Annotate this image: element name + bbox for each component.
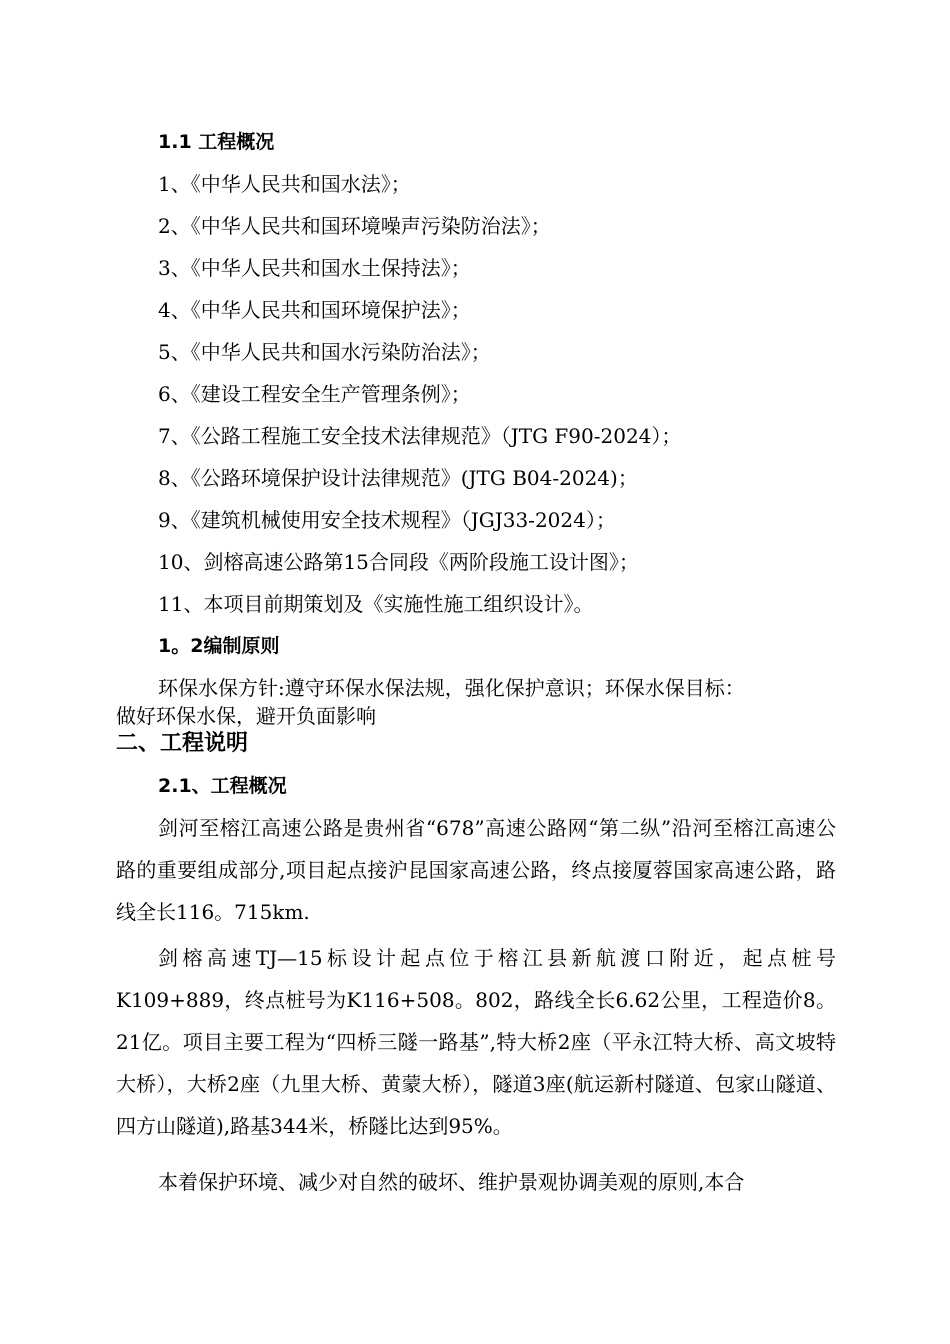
section-1-1-heading: 1.1 工程概况 bbox=[158, 131, 275, 153]
regulation-item: 7、《公路工程施工安全技术法律规范》（JTG F90-2024）； bbox=[158, 424, 682, 448]
principle-line-1: 环保水保方针:遵守环保水保法规，强化保护意识；环保水保目标： bbox=[158, 676, 745, 700]
overview-paragraph-1: 剑河至榕江高速公路是贵州省“678”高速公路网“第二纵”沿河至榕江高速公路的重要组成部分,项目起点接沪昆国家高速公路，终点接厦蓉国家高速公路，路线全长116。715km. bbox=[116, 816, 836, 924]
overview-paragraph-2: 剑榕高速TJ—15标设计起点位于榕江县新航渡口附近，起点桩号K109+889，终点桩号为K116+508。802，路线全长6.62公里，工程造价8。21亿。项目主要工程为“四桥三隧一路基”,特大桥2座（平永江特大桥、高文坡特大桥），大桥2座（九里大桥、黄蒙大桥），隧道3座(航运新村隧道、包家山隧道、四方山隧道),路基344米，桥隧比达到95%。 bbox=[116, 946, 836, 1138]
regulation-item: 8、《公路环境保护设计法律规范》(JTG B04-2024)； bbox=[158, 466, 638, 490]
regulation-item: 1、《中华人民共和国水法》； bbox=[158, 172, 411, 196]
regulation-item: 11、本项目前期策划及《实施性施工组织设计》。 bbox=[158, 592, 594, 616]
regulation-item: 9、《建筑机械使用安全技术规程》（JGJ33-2024）； bbox=[158, 508, 616, 532]
section-2-1-heading: 2.1、工程概况 bbox=[158, 775, 287, 797]
regulation-item: 6、《建设工程安全生产管理条例》； bbox=[158, 382, 471, 406]
regulation-item: 10、剑榕高速公路第15合同段《两阶段施工设计图》； bbox=[158, 550, 639, 574]
principle-line-2: 做好环保水保，避开负面影响 bbox=[116, 704, 376, 728]
chapter-2-heading: 二、工程说明 bbox=[116, 731, 249, 756]
overview-paragraph-3: 本着保护环境、减少对自然的破坏、维护景观协调美观的原则,本合 bbox=[158, 1170, 745, 1194]
regulation-item: 2、《中华人民共和国环境噪声污染防治法》； bbox=[158, 214, 551, 238]
regulation-item: 5、《中华人民共和国水污染防治法》； bbox=[158, 340, 491, 364]
regulation-item: 4、《中华人民共和国环境保护法》； bbox=[158, 298, 471, 322]
regulation-item: 3、《中华人民共和国水土保持法》； bbox=[158, 256, 471, 280]
section-1-2-heading: 1。2编制原则 bbox=[158, 635, 280, 657]
